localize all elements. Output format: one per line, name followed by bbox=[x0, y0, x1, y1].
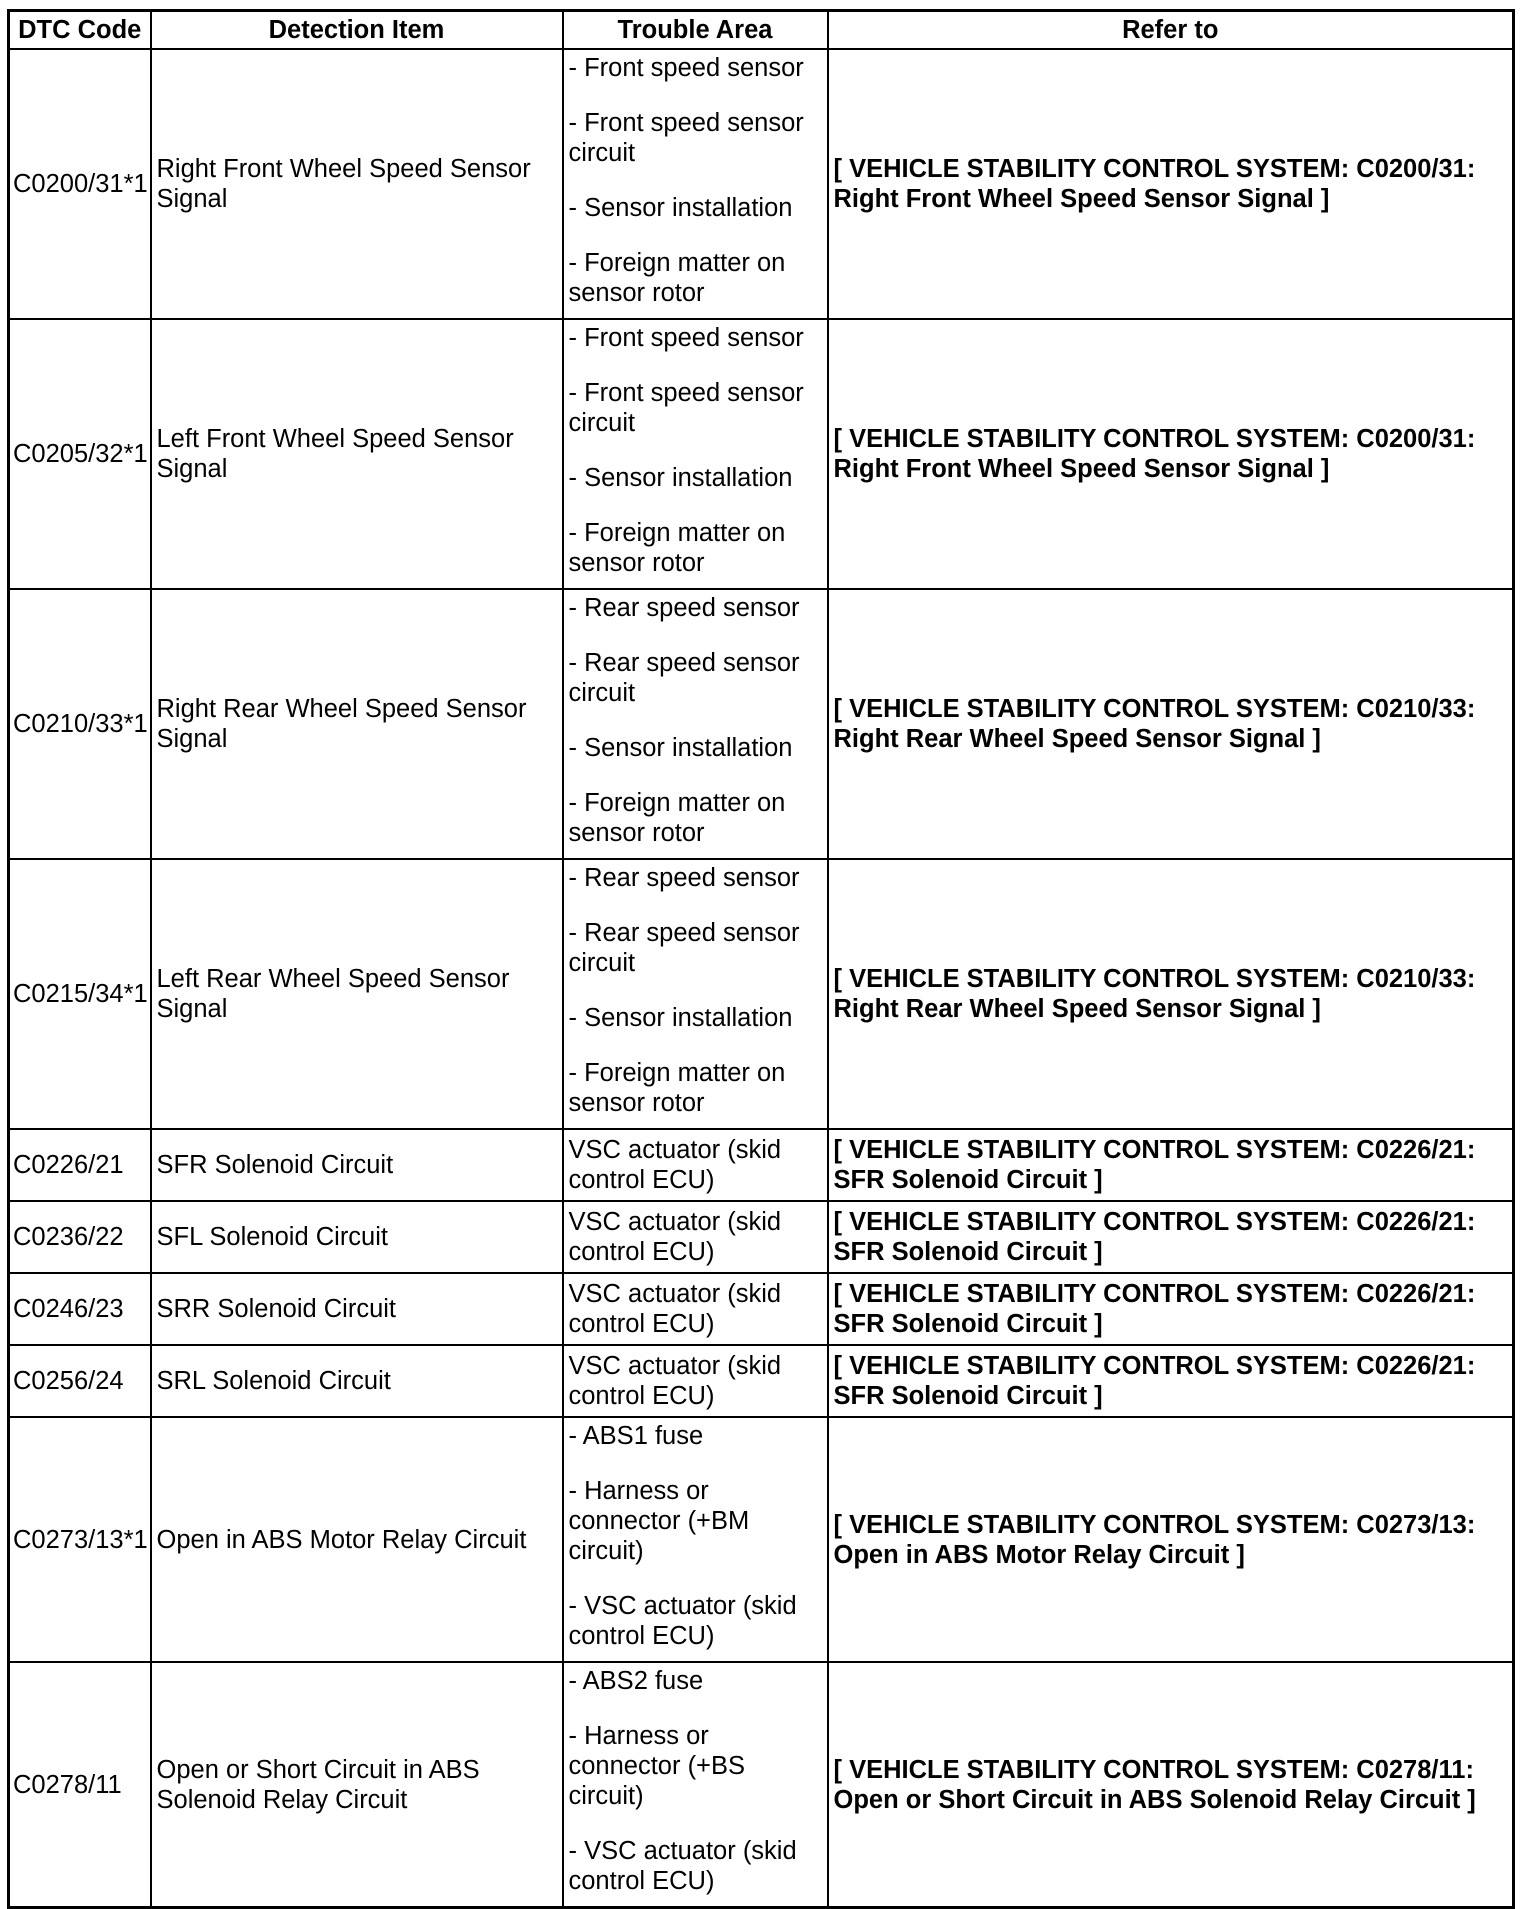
header-detection-item: Detection Item bbox=[151, 11, 563, 50]
table-row bbox=[9, 49, 1514, 319]
trouble-area-item: - VSC actuator (skid control ECU) bbox=[568, 1837, 797, 1895]
detection-item-cell: Open in ABS Motor Relay Circuit bbox=[151, 1417, 563, 1662]
dtc-code-cell: C0246/23 bbox=[9, 1273, 151, 1345]
trouble-area-item: VSC actuator (skid control ECU) bbox=[568, 1352, 782, 1410]
trouble-area-item: - ABS1 fuse bbox=[568, 1422, 704, 1450]
refer-to-link[interactable]: [ VEHICLE STABILITY CONTROL SYSTEM: C0226/21: SFR Solenoid Circuit ] bbox=[828, 1273, 1514, 1345]
trouble-area-item: - Sensor installation bbox=[568, 464, 793, 492]
table-row bbox=[9, 1129, 1514, 1201]
trouble-area-cell bbox=[563, 1662, 828, 1908]
trouble-area-item: - ABS2 fuse bbox=[568, 1667, 704, 1695]
trouble-area-item: - Front speed sensor circuit bbox=[568, 109, 804, 167]
table-row bbox=[9, 589, 1514, 859]
dtc-table-container bbox=[7, 9, 1512, 1909]
refer-to-link[interactable]: [ VEHICLE STABILITY CONTROL SYSTEM: C0210/33: Right Rear Wheel Speed Sensor Signal ] bbox=[828, 859, 1514, 1129]
refer-to-link[interactable]: [ VEHICLE STABILITY CONTROL SYSTEM: C0226/21: SFR Solenoid Circuit ] bbox=[828, 1129, 1514, 1201]
trouble-area-item: - Foreign matter on sensor rotor bbox=[568, 249, 786, 307]
refer-to-link[interactable]: [ VEHICLE STABILITY CONTROL SYSTEM: C0278/11: Open or Short Circuit in ABS Solenoid Relay Circuit ] bbox=[828, 1662, 1514, 1908]
trouble-area-cell bbox=[563, 859, 828, 1129]
trouble-area-item: - Foreign matter on sensor rotor bbox=[568, 789, 786, 847]
dtc-code-cell: C0210/33*1 bbox=[9, 589, 151, 859]
trouble-area-item: - Harness or connector (+BS circuit) bbox=[568, 1722, 745, 1810]
trouble-area-cell bbox=[563, 1417, 828, 1662]
header-trouble-area: Trouble Area bbox=[563, 11, 828, 50]
trouble-area-item: VSC actuator (skid control ECU) bbox=[568, 1136, 782, 1194]
table-row bbox=[9, 1201, 1514, 1273]
dtc-code-cell: C0256/24 bbox=[9, 1345, 151, 1417]
refer-to-link[interactable]: [ VEHICLE STABILITY CONTROL SYSTEM: C0200/31: Right Front Wheel Speed Sensor Signal ] bbox=[828, 319, 1514, 589]
detection-item-cell: Right Front Wheel Speed Sensor Signal bbox=[151, 49, 563, 319]
trouble-area-cell bbox=[563, 319, 828, 589]
dtc-table bbox=[7, 9, 1515, 1909]
detection-item-cell: SRR Solenoid Circuit bbox=[151, 1273, 563, 1345]
refer-to-link[interactable]: [ VEHICLE STABILITY CONTROL SYSTEM: C0273/13: Open in ABS Motor Relay Circuit ] bbox=[828, 1417, 1514, 1662]
trouble-area-item: - Front speed sensor circuit bbox=[568, 379, 804, 437]
table-row bbox=[9, 1345, 1514, 1417]
table-row bbox=[9, 1662, 1514, 1908]
trouble-area-item: - Sensor installation bbox=[568, 1004, 793, 1032]
table-row bbox=[9, 1273, 1514, 1345]
dtc-code-cell: C0200/31*1 bbox=[9, 49, 151, 319]
detection-item-cell: Left Front Wheel Speed Sensor Signal bbox=[151, 319, 563, 589]
trouble-area-cell bbox=[563, 1201, 828, 1273]
trouble-area-cell bbox=[563, 1345, 828, 1417]
detection-item-cell: SRL Solenoid Circuit bbox=[151, 1345, 563, 1417]
detection-item-cell: Left Rear Wheel Speed Sensor Signal bbox=[151, 859, 563, 1129]
trouble-area-item: - Rear speed sensor circuit bbox=[568, 649, 800, 707]
trouble-area-cell bbox=[563, 49, 828, 319]
refer-to-link[interactable]: [ VEHICLE STABILITY CONTROL SYSTEM: C0226/21: SFR Solenoid Circuit ] bbox=[828, 1345, 1514, 1417]
trouble-area-item: VSC actuator (skid control ECU) bbox=[568, 1280, 782, 1338]
detection-item-cell: SFL Solenoid Circuit bbox=[151, 1201, 563, 1273]
table-header-row bbox=[9, 11, 1514, 50]
trouble-area-item: - Foreign matter on sensor rotor bbox=[568, 1059, 786, 1117]
trouble-area-item: - VSC actuator (skid control ECU) bbox=[568, 1592, 797, 1650]
trouble-area-item: - Front speed sensor bbox=[568, 324, 804, 352]
header-dtc-code: DTC Code bbox=[9, 11, 151, 50]
refer-to-link[interactable]: [ VEHICLE STABILITY CONTROL SYSTEM: C0226/21: SFR Solenoid Circuit ] bbox=[828, 1201, 1514, 1273]
trouble-area-cell bbox=[563, 1273, 828, 1345]
dtc-code-cell: C0273/13*1 bbox=[9, 1417, 151, 1662]
detection-item-cell: Open or Short Circuit in ABS Solenoid Relay Circuit bbox=[151, 1662, 563, 1908]
trouble-area-item: - Foreign matter on sensor rotor bbox=[568, 519, 786, 577]
trouble-area-item: - Front speed sensor bbox=[568, 54, 804, 82]
header-refer-to: Refer to bbox=[828, 11, 1514, 50]
trouble-area-item: - Rear speed sensor bbox=[568, 864, 800, 892]
detection-item-cell: SFR Solenoid Circuit bbox=[151, 1129, 563, 1201]
trouble-area-cell bbox=[563, 589, 828, 859]
table-row bbox=[9, 859, 1514, 1129]
trouble-area-item: - Harness or connector (+BM circuit) bbox=[568, 1477, 750, 1565]
dtc-code-cell: C0278/11 bbox=[9, 1662, 151, 1908]
dtc-code-cell: C0215/34*1 bbox=[9, 859, 151, 1129]
trouble-area-item: - Rear speed sensor bbox=[568, 594, 800, 622]
dtc-code-cell: C0226/21 bbox=[9, 1129, 151, 1201]
table-row bbox=[9, 319, 1514, 589]
refer-to-link[interactable]: [ VEHICLE STABILITY CONTROL SYSTEM: C0210/33: Right Rear Wheel Speed Sensor Signal ] bbox=[828, 589, 1514, 859]
table-row bbox=[9, 1417, 1514, 1662]
dtc-code-cell: C0205/32*1 bbox=[9, 319, 151, 589]
detection-item-cell: Right Rear Wheel Speed Sensor Signal bbox=[151, 589, 563, 859]
trouble-area-item: VSC actuator (skid control ECU) bbox=[568, 1208, 782, 1266]
refer-to-link[interactable]: [ VEHICLE STABILITY CONTROL SYSTEM: C0200/31: Right Front Wheel Speed Sensor Signal ] bbox=[828, 49, 1514, 319]
trouble-area-item: - Rear speed sensor circuit bbox=[568, 919, 800, 977]
dtc-code-cell: C0236/22 bbox=[9, 1201, 151, 1273]
table-body bbox=[9, 49, 1514, 1908]
trouble-area-item: - Sensor installation bbox=[568, 194, 793, 222]
trouble-area-item: - Sensor installation bbox=[568, 734, 793, 762]
trouble-area-cell bbox=[563, 1129, 828, 1201]
